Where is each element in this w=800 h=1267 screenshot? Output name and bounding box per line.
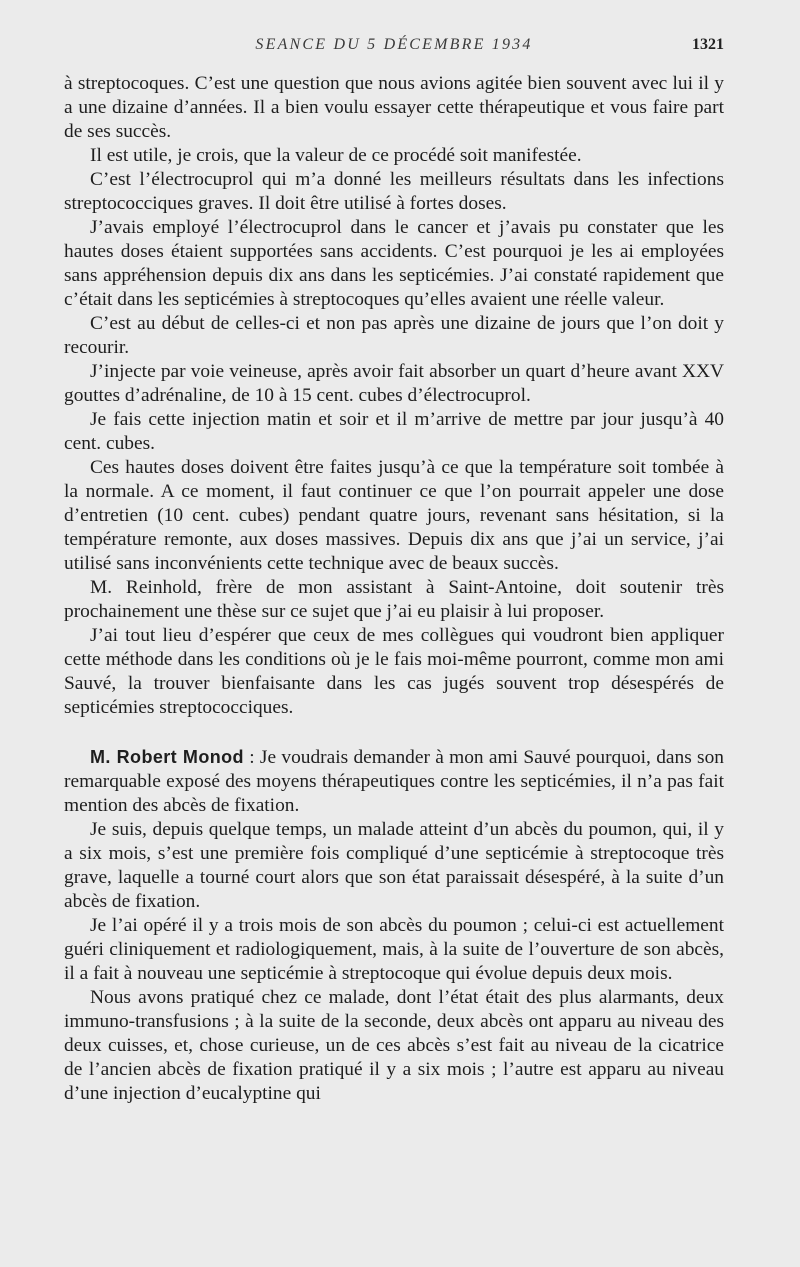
running-title: SEANCE DU 5 DÉCEMBRE 1934 (255, 36, 533, 53)
paragraph: Nous avons pratiqué chez ce malade, dont l’état était des plus alarmants, deux immuno-transfusions ; à la suite de la seconde, deux abcès ont apparu au niveau des deux cuisses, et, chose curieuse, un de ces abcès s’est fait au niveau de la cicatrice de l’ancien abcès de fixation pratiqué il y a six mois ; l’autre est apparu au niveau d’une injection d’eucalyptine qui (64, 987, 724, 1104)
paragraph: J’injecte par voie veineuse, après avoir fait absorber un quart d’heure avant XXV gouttes d’adrénaline, de 10 à 15 cent. cubes d’électrocuprol. (64, 361, 724, 406)
speaker-name: M. Robert Monod (90, 747, 244, 767)
paragraph: Je l’ai opéré il y a trois mois de son abcès du poumon ; celui-ci est actuellement guéri cliniquement et radiologiquement, mais, à la suite de l’ouverture de son abcès, il a fait à nouveau une septicémie à streptocoque qui évolue depuis deux mois. (64, 915, 724, 984)
paragraph: à streptocoques. C’est une question que nous avions agitée bien souvent avec lui il y a une dizaine d’années. Il a bien voulu essayer cette thérapeutique et vous faire part de ses succès. (64, 73, 724, 142)
paragraph: Je suis, depuis quelque temps, un malade atteint d’un abcès du poumon, qui, il y a six mois, s’est une première fois compliqué d’une septicémie à streptocoque très grave, laquelle a tourné court alors que son état paraissait désespéré, à la suite d’un abcès de fixation. (64, 819, 724, 912)
paragraph: Je fais cette injection matin et soir et il m’arrive de mettre par jour jusqu’à 40 cent. cubes. (64, 409, 724, 454)
text-body (64, 72, 724, 1106)
speech-opening-text: : Je voudrais demander à mon ami Sauvé pourquoi, dans son remarquable exposé des moyens thérapeutiques contre les septicémies, il n’a pas fait mention des abcès de fixation. (64, 747, 724, 816)
speech-opening-paragraph (64, 745, 724, 818)
paragraph: Ces hautes doses doivent être faites jusqu’à ce que la température soit tombée à la normale. A ce moment, il faut continuer ce que l’on pourrait appeler une dose d’entretien (10 cent. cubes) pendant quatre jours, revenant sans hésitation, si la température remonte, aux doses massives. Depuis dix ans que j’ai un service, j’ai utilisé sans inconvénients cette technique avec de beaux succès. (64, 457, 724, 574)
page-number: 1321 (692, 36, 724, 53)
paragraph: C’est l’électrocuprol qui m’a donné les meilleurs résultats dans les infections streptococciques graves. Il doit être utilisé à fortes doses. (64, 169, 724, 214)
page-header (64, 36, 724, 60)
paragraph: J’avais employé l’électrocuprol dans le cancer et j’avais pu constater que les hautes doses étaient supportées sans accidents. C’est pourquoi je les ai employées sans appréhension depuis dix ans dans les septicémies. J’ai constaté rapidement que c’était dans les septicémies à streptocoques qu’elles avaient une réelle valeur. (64, 217, 724, 310)
paragraph: M. Reinhold, frère de mon assistant à Saint-Antoine, doit soutenir très prochainement une thèse sur ce sujet que j’ai eu plaisir à lui proposer. (64, 577, 724, 622)
paragraph: C’est au début de celles-ci et non pas après une dizaine de jours que l’on doit y recourir. (64, 313, 724, 358)
paragraph: Il est utile, je crois, que la valeur de ce procédé soit manifestée. (90, 145, 582, 166)
paragraph: J’ai tout lieu d’espérer que ceux de mes collègues qui voudront bien appliquer cette méthode dans les conditions où je le fais moi-même pourront, comme mon ami Sauvé, la trouver bienfaisante dans les cas jugés souvent trop désespérés de septicémies streptococciques. (64, 625, 724, 718)
